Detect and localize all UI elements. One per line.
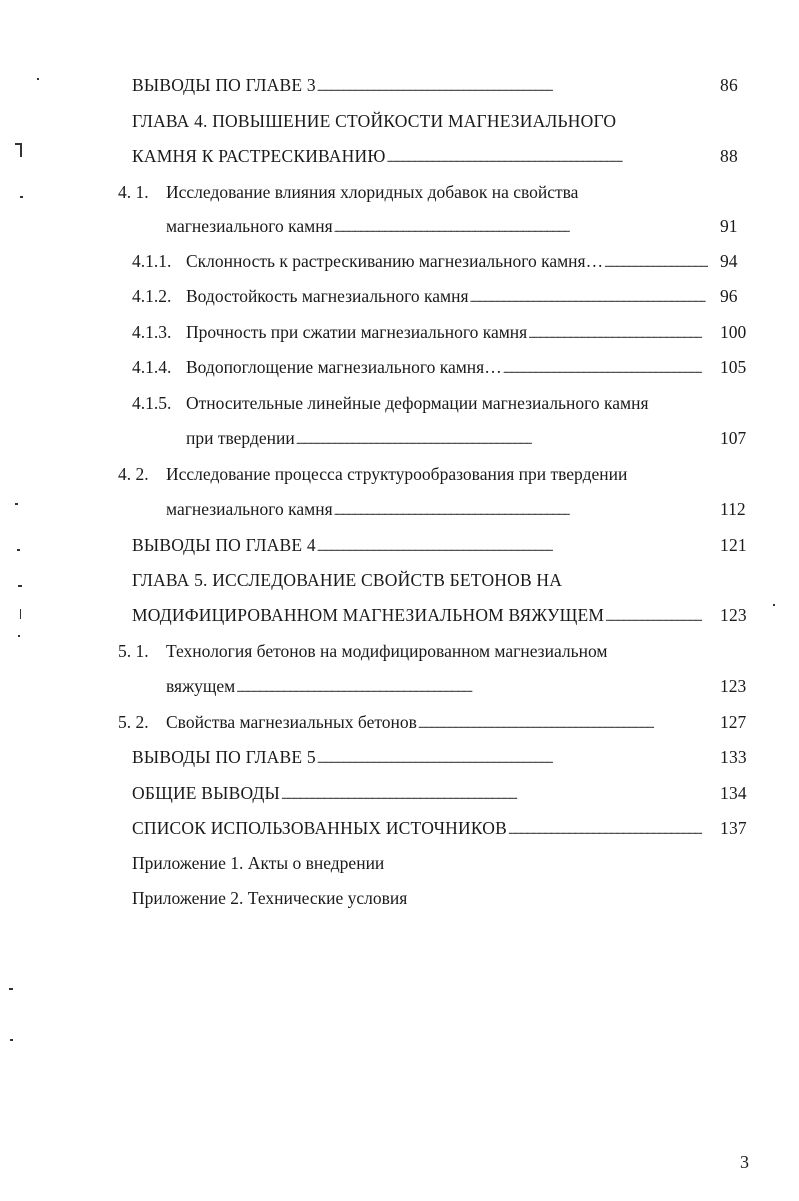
toc-page-number: 123 [720, 676, 747, 696]
toc-page-number: 133 [720, 747, 747, 767]
toc-dot-leader [334, 216, 708, 237]
toc-entry-text: Исследование влияния хлоридных добавок на свойства [166, 182, 579, 202]
toc-page-number: 137 [720, 818, 747, 838]
toc-page-number: 134 [720, 783, 747, 803]
toc-page-number: 112 [720, 499, 746, 519]
toc-entry [132, 818, 747, 844]
scan-speck [20, 143, 22, 157]
toc-dot-leader [470, 286, 708, 307]
toc-entry-number: 4.1.1. [132, 251, 172, 271]
toc-dot-leader [281, 783, 702, 804]
scan-speck [15, 143, 21, 145]
toc-page-number: 100 [720, 322, 747, 342]
toc-entry-text: ГЛАВА 4. ПОВЫШЕНИЕ СТОЙКОСТИ МАГНЕЗИАЛЬНОГО [132, 111, 617, 131]
toc-dot-leader [604, 251, 708, 272]
toc-entry [132, 783, 747, 809]
toc-entry-number: 4.1.3. [132, 322, 172, 342]
toc-dot-leader [296, 428, 702, 449]
toc-entry-text: Приложение 2. Технические условия [132, 888, 408, 908]
toc-entry-number: 4.1.5. [132, 393, 172, 413]
toc-entry-text: СПИСОК ИСПОЛЬЗОВАННЫХ ИСТОЧНИКОВ [132, 818, 508, 838]
toc-entry [132, 251, 738, 277]
toc-entry-text: ОБЩИЕ ВЫВОДЫ [132, 783, 281, 803]
toc-page-number: 94 [720, 251, 738, 271]
toc-dot-leader [418, 712, 702, 733]
toc-entry [132, 286, 738, 312]
scan-speck [20, 196, 23, 198]
toc-entry [132, 146, 738, 172]
toc-entry-text: КАМНЯ К РАСТРЕСКИВАНИЮ [132, 146, 386, 166]
toc-entry [132, 75, 738, 101]
scan-speck [9, 988, 13, 990]
scan-speck [18, 585, 22, 587]
toc-entry-text: Исследование процесса структурообразования при твердении [166, 464, 628, 484]
toc-entry-text: магнезиального камня [166, 216, 333, 236]
toc-entry-number: 4.1.2. [132, 286, 172, 306]
scan-speck [15, 503, 18, 505]
toc-dot-leader [528, 322, 702, 343]
toc-entry [118, 464, 732, 490]
toc-entry-number: 4. 2. [118, 464, 149, 484]
toc-entry-text: Водостойкость магнезиального камня [186, 286, 469, 306]
scan-speck [20, 609, 21, 619]
toc-dot-leader [317, 747, 702, 768]
toc-dot-leader [317, 75, 708, 96]
scan-speck [18, 635, 20, 637]
toc-entry-text: ВЫВОДЫ ПО ГЛАВЕ 5 [132, 747, 316, 767]
toc-entry [132, 535, 747, 561]
toc-dot-leader [334, 499, 702, 520]
toc-entry [132, 111, 732, 137]
toc-entry-number: 4.1.4. [132, 357, 172, 377]
toc-page-number: 96 [720, 286, 738, 306]
scan-speck [17, 549, 20, 551]
toc-dot-leader [503, 357, 702, 378]
toc-page-number: 91 [720, 216, 738, 236]
toc-dot-leader [605, 605, 702, 626]
toc-entry-number: 5. 1. [118, 641, 149, 661]
toc-entry-text: магнезиального камня [166, 499, 333, 519]
toc-entry-text: при твердении [186, 428, 295, 448]
toc-entry-text: Относительные линейные деформации магнезиального камня [186, 393, 649, 413]
toc-entry [132, 853, 732, 879]
toc-entry [186, 428, 747, 454]
toc-page-number: 86 [720, 75, 738, 95]
scan-speck [10, 1039, 13, 1041]
toc-dot-leader [508, 818, 702, 839]
toc-dot-leader [317, 535, 702, 556]
toc-entry-text: МОДИФИЦИРОВАННОМ МАГНЕЗИАЛЬНОМ ВЯЖУЩЕМ [132, 605, 605, 625]
toc-entry-text: ГЛАВА 5. ИССЛЕДОВАНИЕ СВОЙСТВ БЕТОНОВ НА [132, 570, 563, 590]
toc-entry [132, 322, 747, 348]
toc-entry-text: Приложение 1. Акты о внедрении [132, 853, 385, 873]
toc-entry-text: вяжущем [166, 676, 236, 696]
toc-entry [132, 393, 732, 419]
toc-page-number: 105 [720, 357, 747, 377]
toc-entry-text: ВЫВОДЫ ПО ГЛАВЕ 4 [132, 535, 316, 555]
toc-entry-number: 5. 2. [118, 712, 149, 732]
toc-entry-text: Свойства магнезиальных бетонов [166, 712, 417, 732]
toc-dot-leader [236, 676, 702, 697]
toc-entry [118, 712, 747, 738]
toc-entry [166, 216, 738, 242]
toc-entry-text: Прочность при сжатии магнезиального камня [186, 322, 528, 342]
toc-page-number: 107 [720, 428, 747, 448]
toc-entry [118, 641, 732, 667]
toc-page-number: 121 [720, 535, 747, 555]
toc-entry-text: Технология бетонов на модифицированном магнезиальном [166, 641, 608, 661]
page-number: 3 [740, 1152, 749, 1172]
toc-entry-text: Водопоглощение магнезиального камня… [186, 357, 502, 377]
toc-entry [132, 747, 747, 773]
toc-entry [166, 499, 746, 525]
toc-entry [132, 357, 747, 383]
toc-entry [132, 605, 747, 631]
scan-speck [37, 78, 39, 80]
toc-entry-number: 4. 1. [118, 182, 149, 202]
toc-page-number: 88 [720, 146, 738, 166]
toc-dot-leader [387, 146, 708, 167]
toc-entry-text: ВЫВОДЫ ПО ГЛАВЕ 3 [132, 75, 316, 95]
toc-entry [166, 676, 747, 702]
toc-page-number: 127 [720, 712, 747, 732]
toc-entry-text: Склонность к растрескиванию магнезиального камня… [186, 251, 604, 271]
toc-entry [118, 182, 732, 208]
toc-page-number: 123 [720, 605, 747, 625]
toc-entry [132, 888, 732, 914]
toc-entry [132, 570, 732, 596]
